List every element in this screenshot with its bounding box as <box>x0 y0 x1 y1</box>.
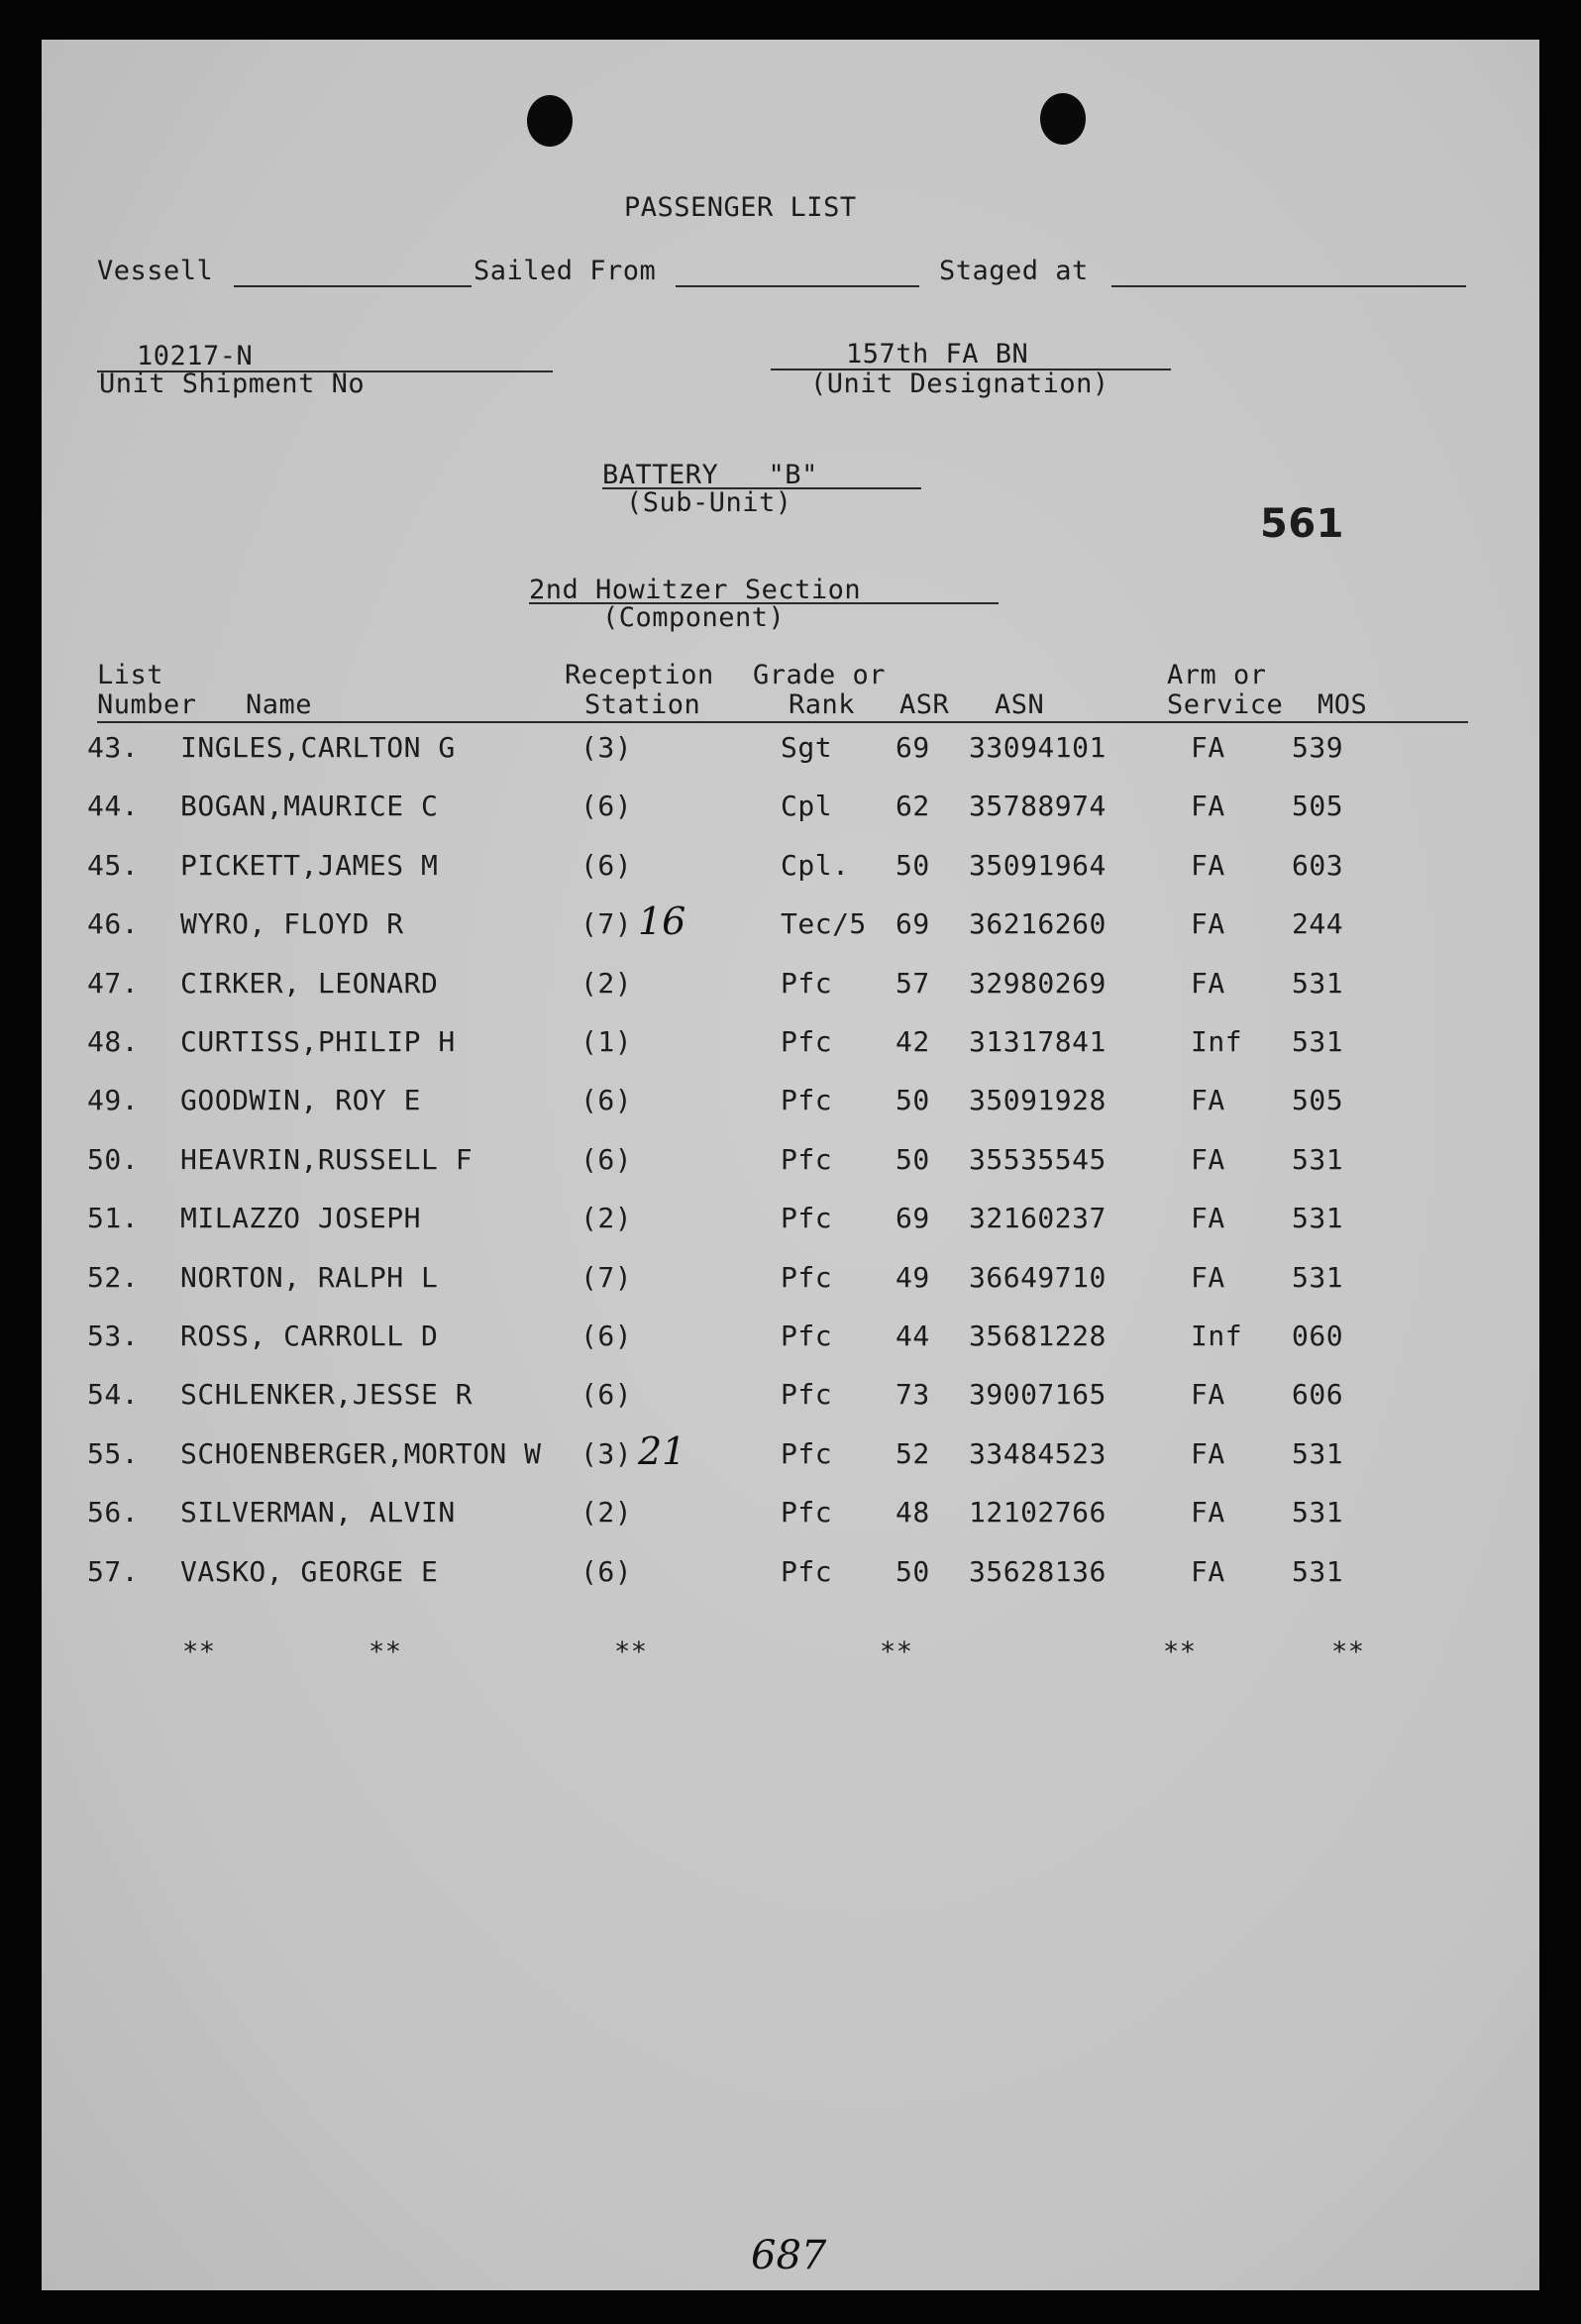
rank: Pfc <box>781 1496 833 1529</box>
asr: 50 <box>896 1143 930 1176</box>
rank: Pfc <box>781 1025 833 1058</box>
asn: 35091964 <box>969 849 1107 882</box>
mos: 606 <box>1292 1378 1344 1411</box>
mos: 505 <box>1292 790 1344 822</box>
mos: 244 <box>1292 907 1344 940</box>
col-grade-2: Rank <box>789 689 856 720</box>
passenger-name: HEAVRIN,RUSSELL F <box>180 1143 474 1176</box>
asn: 35091928 <box>969 1084 1107 1116</box>
asn: 35681228 <box>969 1320 1107 1352</box>
asr: 50 <box>896 849 930 882</box>
asn: 35628136 <box>969 1555 1107 1588</box>
passenger-name: WYRO, FLOYD R <box>180 907 404 940</box>
col-list-number-2: Number <box>97 689 197 720</box>
mos: 531 <box>1292 1202 1344 1234</box>
rank: Pfc <box>781 967 833 1000</box>
rank: Pfc <box>781 1261 833 1294</box>
col-mos: MOS <box>1318 689 1368 720</box>
end-marker: ** <box>614 1637 648 1667</box>
mos: 060 <box>1292 1320 1344 1352</box>
rank: Pfc <box>781 1437 833 1470</box>
asr: 44 <box>896 1320 930 1352</box>
asr: 69 <box>896 731 930 764</box>
passenger-name: INGLES,CARLTON G <box>180 731 456 764</box>
asr: 69 <box>896 907 930 940</box>
arm-service: FA <box>1191 1437 1225 1470</box>
reception-station: (6) <box>580 790 633 822</box>
mos: 531 <box>1292 1437 1344 1470</box>
asn: 31317841 <box>969 1025 1107 1058</box>
arm-service: FA <box>1191 967 1225 1000</box>
asr: 49 <box>896 1261 930 1294</box>
reception-station: (3) <box>580 1437 633 1470</box>
arm-service: Inf <box>1191 1320 1243 1352</box>
reception-station: (6) <box>580 1555 633 1588</box>
mos: 603 <box>1292 849 1344 882</box>
stamp-number: 561 <box>1260 501 1344 547</box>
reception-station: (6) <box>580 1084 633 1116</box>
list-number: 56. <box>87 1496 140 1529</box>
list-number: 46. <box>87 907 140 940</box>
rank: Sgt <box>781 731 833 764</box>
rank: Tec/5 <box>781 907 867 940</box>
unit-designation: 157th FA BN <box>846 339 1029 370</box>
mos: 531 <box>1292 1261 1344 1294</box>
asr: 42 <box>896 1025 930 1058</box>
rank: Pfc <box>781 1555 833 1588</box>
passenger-name: BOGAN,MAURICE C <box>180 790 439 822</box>
mos: 531 <box>1292 1496 1344 1529</box>
reception-station: (6) <box>580 849 633 882</box>
passenger-name: ROSS, CARROLL D <box>180 1320 439 1352</box>
punch-hole <box>527 95 573 147</box>
reception-station: (2) <box>580 1496 633 1529</box>
mos: 531 <box>1292 1143 1344 1176</box>
arm-service: FA <box>1191 1378 1225 1411</box>
arm-service: FA <box>1191 907 1225 940</box>
passenger-name: VASKO, GEORGE E <box>180 1555 439 1588</box>
document-page <box>42 40 1539 2290</box>
arm-service: FA <box>1191 731 1225 764</box>
rank: Pfc <box>781 1378 833 1411</box>
reception-station: (3) <box>580 731 633 764</box>
list-number: 55. <box>87 1437 140 1470</box>
asr: 57 <box>896 967 930 1000</box>
list-number: 52. <box>87 1261 140 1294</box>
handwritten-page-number: 687 <box>751 2233 827 2278</box>
handwritten-note: 16 <box>638 899 686 943</box>
col-asr: ASR <box>899 689 950 720</box>
sailed-from-line <box>676 285 919 287</box>
list-number: 53. <box>87 1320 140 1352</box>
vessel-label: Vessell <box>97 256 214 286</box>
rank: Pfc <box>781 1202 833 1234</box>
asr: 50 <box>896 1555 930 1588</box>
mos: 531 <box>1292 967 1344 1000</box>
passenger-name: CURTISS,PHILIP H <box>180 1025 456 1058</box>
passenger-name: GOODWIN, ROY E <box>180 1084 422 1116</box>
asr: 69 <box>896 1202 930 1234</box>
col-list-number-1: List <box>97 660 164 690</box>
list-number: 45. <box>87 849 140 882</box>
sub-unit-label: (Sub-Unit) <box>626 487 792 518</box>
document-title: PASSENGER LIST <box>624 192 857 223</box>
asn: 36216260 <box>969 907 1107 940</box>
rank: Cpl <box>781 790 833 822</box>
reception-station: (6) <box>580 1320 633 1352</box>
list-number: 51. <box>87 1202 140 1234</box>
rank: Pfc <box>781 1143 833 1176</box>
component: 2nd Howitzer Section <box>529 575 862 605</box>
arm-service: FA <box>1191 1084 1225 1116</box>
asn: 39007165 <box>969 1378 1107 1411</box>
passenger-name: SILVERMAN, ALVIN <box>180 1496 456 1529</box>
arm-service: FA <box>1191 849 1225 882</box>
arm-service: FA <box>1191 1496 1225 1529</box>
asr: 52 <box>896 1437 930 1470</box>
reception-station: (1) <box>580 1025 633 1058</box>
passenger-name: CIRKER, LEONARD <box>180 967 439 1000</box>
rank: Pfc <box>781 1320 833 1352</box>
sub-unit: BATTERY "B" <box>602 460 818 490</box>
asr: 48 <box>896 1496 930 1529</box>
list-number: 47. <box>87 967 140 1000</box>
staged-at-label: Staged at <box>939 256 1089 286</box>
asn: 33484523 <box>969 1437 1107 1470</box>
passenger-name: SCHLENKER,JESSE R <box>180 1378 474 1411</box>
passenger-name: NORTON, RALPH L <box>180 1261 439 1294</box>
vessel-line <box>234 285 472 287</box>
rank: Pfc <box>781 1084 833 1116</box>
arm-service: FA <box>1191 790 1225 822</box>
asr: 50 <box>896 1084 930 1116</box>
unit-designation-label: (Unit Designation) <box>810 369 1109 399</box>
col-arm-1: Arm or <box>1167 660 1267 690</box>
col-arm-2: Service <box>1167 689 1284 720</box>
end-marker: ** <box>1331 1637 1365 1667</box>
reception-station: (6) <box>580 1143 633 1176</box>
header-rule <box>97 721 1468 723</box>
end-marker: ** <box>1163 1637 1197 1667</box>
col-name: Name <box>246 689 313 720</box>
asr: 62 <box>896 790 930 822</box>
asn: 12102766 <box>969 1496 1107 1529</box>
asn: 32160237 <box>969 1202 1107 1234</box>
reception-station: (2) <box>580 967 633 1000</box>
passenger-name: SCHOENBERGER,MORTON W <box>180 1437 542 1470</box>
list-number: 50. <box>87 1143 140 1176</box>
end-marker: ** <box>369 1637 402 1667</box>
rank: Cpl. <box>781 849 850 882</box>
reception-station: (2) <box>580 1202 633 1234</box>
mos: 531 <box>1292 1555 1344 1588</box>
asn: 35535545 <box>969 1143 1107 1176</box>
unit-shipment-label: Unit Shipment No <box>99 369 366 399</box>
arm-service: FA <box>1191 1143 1225 1176</box>
unit-shipment-number: 10217-N <box>137 341 254 371</box>
asn: 32980269 <box>969 967 1107 1000</box>
reception-station: (7) <box>580 907 633 940</box>
handwritten-note: 21 <box>638 1429 686 1473</box>
col-reception-1: Reception <box>565 660 714 690</box>
arm-service: FA <box>1191 1261 1225 1294</box>
list-number: 49. <box>87 1084 140 1116</box>
passenger-name: PICKETT,JAMES M <box>180 849 439 882</box>
asn: 33094101 <box>969 731 1107 764</box>
end-marker: ** <box>880 1637 913 1667</box>
asr: 73 <box>896 1378 930 1411</box>
end-marker: ** <box>182 1637 216 1667</box>
list-number: 48. <box>87 1025 140 1058</box>
reception-station: (6) <box>580 1378 633 1411</box>
col-reception-2: Station <box>584 689 701 720</box>
asn: 36649710 <box>969 1261 1107 1294</box>
list-number: 43. <box>87 731 140 764</box>
passenger-name: MILAZZO JOSEPH <box>180 1202 422 1234</box>
component-label: (Component) <box>602 602 786 633</box>
arm-service: Inf <box>1191 1025 1243 1058</box>
col-grade-1: Grade or <box>753 660 887 690</box>
mos: 505 <box>1292 1084 1344 1116</box>
staged-at-line <box>1111 285 1466 287</box>
mos: 531 <box>1292 1025 1344 1058</box>
col-asn: ASN <box>995 689 1045 720</box>
arm-service: FA <box>1191 1555 1225 1588</box>
list-number: 57. <box>87 1555 140 1588</box>
arm-service: FA <box>1191 1202 1225 1234</box>
list-number: 54. <box>87 1378 140 1411</box>
punch-hole <box>1040 93 1086 145</box>
asn: 35788974 <box>969 790 1107 822</box>
mos: 539 <box>1292 731 1344 764</box>
sailed-from-label: Sailed From <box>474 256 657 286</box>
list-number: 44. <box>87 790 140 822</box>
reception-station: (7) <box>580 1261 633 1294</box>
